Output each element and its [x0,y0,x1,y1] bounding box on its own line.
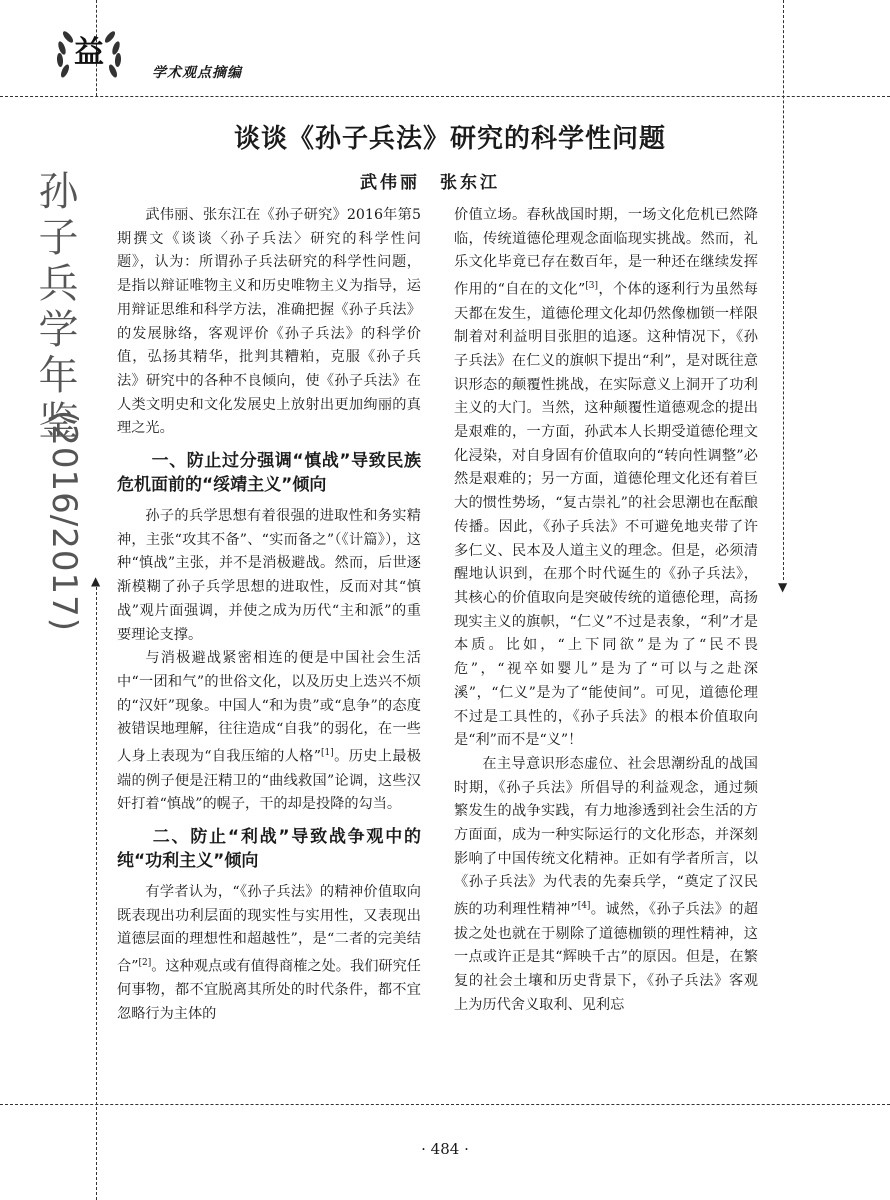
paragraph: 在主导意识形态虚位、社会思潮纷乱的战国时期，《孙子兵法》所倡导的利益观念，通过频繁发生的战争实践，有力地渗透到社会生活的方方面面，成为一种实际运行的文化形态，并深刻影响了中国传统文化精神。正如有学者所言，以《孙子兵法》为代表的先秦兵学，“奠定了汉民族的功利理性精神”[4]。诚然，《孙子兵法》的超拔之处也就在于剔除了道德枷锁的理性精神，这一点或许正是其“辉映千古”的原因。但是，在繁复的社会土壤和历史背景下，《孙子兵法》客观上为历代舍义取利、见利忘 [454,755,758,1013]
laurel-icon [52,18,126,84]
paragraph: 价值立场。春秋战国时期，一场文化危机已然降临，传统道德伦理观念面临现实挑战。然而，礼乐文化毕竟已存在数百年，是一种还在继续发挥作用的“自在的文化”[3]，个体的逐利行为虽然每天都在发生，道德伦理文化却仍然像枷锁一样限制着对利益明目张胆的追逐。这种情况下，《孙子兵法》在仁义的旗帜下提出“利”，是对既往意识形态的颠覆性挑战，在实际意义上洞开了功利主义的大门。当然，这种颠覆性道德观念的提出是艰难的，一方面，孙武本人长期受道德伦理文化浸染，对自身固有价值取向的“转向性调整”必然是艰难的；另一方面，道德伦理文化还有着巨大的惯性势场，“复古崇礼”的社会思潮也在酝酿传播。因此，《孙子兵法》不可避免地夹带了许多仁义、民本及人道主义的理念。但是，必须清醒地认识到，在那个时代诞生的《孙子兵法》，其核心的价值取向是突破传统的道德伦理，高扬现实主义的旗帜，“仁义”不过是表象，“利”才是本质。比如，“上下同欲”是为了“民不畏危”，“视卒如婴儿”是为了“可以与之赴深溪”，“仁义”是为了“能使间”。可见，道德伦理不过是工具性的，《孙子兵法》的根本价值取向是“利”而不是“义”！ [454,207,758,749]
article-title: 谈谈《孙子兵法》研究的科学性问题 [233,124,666,154]
left-guide-line [96,582,97,1200]
paragraph: 孙子的兵学思想有着很强的进取性和务实精神，主张“攻其不备”、“实而备之”（《计篇》），这种“慎战”主张，并不是消极避战。然而，后世逐渐模糊了孙子兵学思想的进取性，反而对其“慎战”观片面强调，并使之成为历代“主和派”的重要理论支撑。 [117,508,421,643]
citation-marker: [3] [585,281,598,292]
citation-marker: [1] [320,748,334,759]
yearbook-vertical-title: 孙子兵学年鉴 [32,170,78,446]
paragraph: 有学者认为，“《孙子兵法》的精神价值取向既表现出功利层面的现实性与实用性，又表现出道德层面的理想性和超越性”，是“二者的完美结合”[2]。这种观点或有值得商榷之处。我们研究任何事物，都不宜脱离其所处的时代条件，都不宜忽略行为主体的 [117,883,421,1023]
logo-character: 益 [74,35,104,70]
section-heading-1: 一、防止过分强调“慎战”导致民族危机面前的“绥靖主义”倾向 [117,451,421,496]
up-arrow-icon: ▲ [91,574,101,588]
paragraph: 武伟丽、张东江在《孙子研究》2016年第5期撰文《谈谈〈孙子兵法〉研究的科学性问题》，认为：所谓孙子兵法研究的科学性问题，是指以辩证唯物主义和历史唯物主义为指导，运用辩证思维和科学方法，准确把握《孙子兵法》的发展脉络，客观评价《孙子兵法》的科学价值，弘扬其精华，批判其糟粕，克服《孙子兵法》研究中的各种不良倾向，使《孙子兵法》在人类文明史和文化发展史上放射出更加绚丽的真理之光。 [117,207,421,437]
citation-marker: [2] [138,958,152,969]
section-heading-2: 二、防止“利战”导致战争观中的纯“功利主义”倾向 [117,826,421,871]
bottom-divider-line [0,1104,890,1105]
text-column-right [454,204,758,1017]
top-divider-line [0,96,890,97]
journal-logo [52,18,126,84]
page-number: · 484 · [421,1140,469,1158]
section-label: 学术观点摘编 [152,65,242,81]
yearbook-vertical-year: (2016/2017) [44,410,84,633]
text-column-left [117,204,421,1027]
down-arrow-icon: ▼ [778,580,788,594]
citation-marker: [4] [577,901,591,912]
right-guide-line [783,0,784,580]
paragraph: 与消极避战紧密相连的便是中国社会生活中“一团和气”的世俗文化，以及历史上迭兴不烦的“汉奸”现象。中国人“和为贵”或“息争”的态度被错误地理解，往往造成“自我”的弱化，在一些人身上表现为“自我压缩的人格”[1]。历史上最极端的例子便是汪精卫的“曲线救国”论调，这些汉奸打着“慎战”的幌子，干的却是投降的勾当。 [117,650,421,813]
article-authors: 武伟丽 张东江 [360,173,500,193]
